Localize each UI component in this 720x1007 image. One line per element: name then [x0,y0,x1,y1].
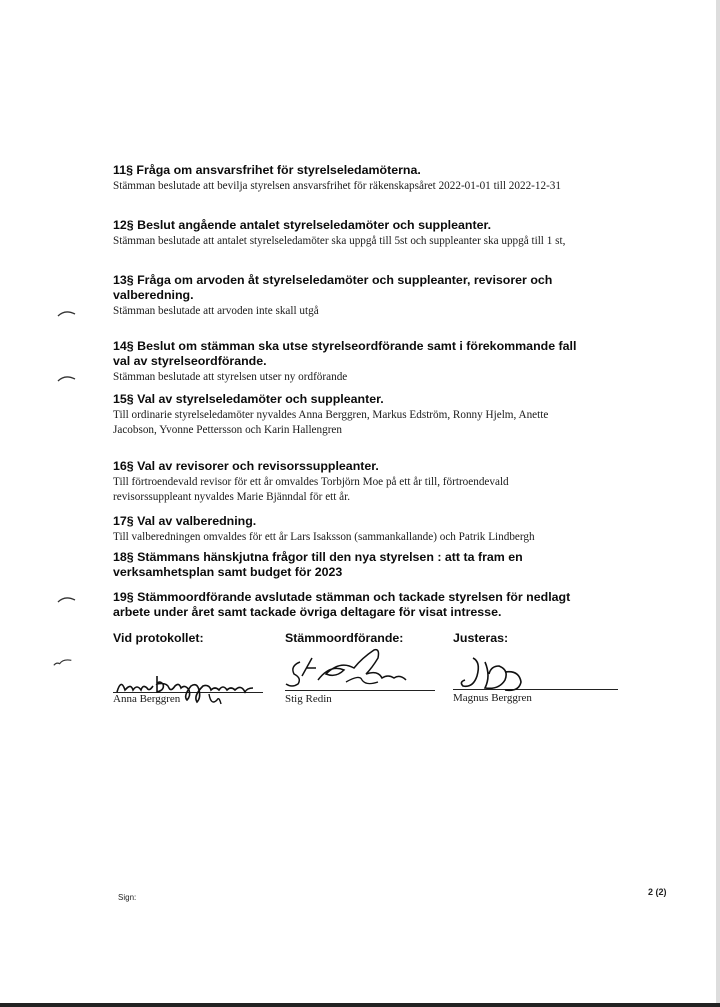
section-body: Till förtroendevald revisor för ett år omvaldes Torbjörn Moe på ett år till, förtroendevald revisorssuppleant nyvaldes Marie Bjänndal för ett år. [113,476,509,503]
sign-label: Sign: [118,893,137,902]
section-body: Stämman beslutade att styrelsen utser ny ordförande [113,371,348,383]
punch-mark [57,594,77,604]
adjuster-signer-name: Magnus Berggren [453,692,532,704]
chair-label: Stämmoordförande: [285,631,404,645]
protocol-signer-name: Anna Berggren [113,693,181,705]
section-heading: 19§ Stämmoordförande avslutade stämman och tackade styrelsen för nedlagt arbete under året samt tackade övriga deltagare för visat intresse. [113,590,571,619]
punch-mark [53,657,73,667]
punch-mark [57,373,77,383]
section-body: Stämman beslutade att arvoden inte skall utgå [113,305,319,317]
section-body: Till valberedningen omvaldes för ett år Lars Isaksson (sammankallande) och Patrik Lindbergh [113,531,535,543]
protocol-label: Vid protokollet: [113,631,204,645]
section-heading: 15§ Val av styrelseledamöter och suppleanter. [113,392,384,406]
section-12 [113,218,588,249]
section-11 [113,163,588,194]
section-heading: 14§ Beslut om stämman ska utse styrelseordförande samt i förekommande fall val av styrelseordförande. [113,339,577,368]
section-body: Stämman beslutade att antalet styrelseledamöter ska uppgå till 5st och suppleanter ska uppgå till 1 st, [113,235,566,247]
section-18 [113,550,533,580]
punch-mark [57,308,77,318]
section-heading: 11§ Fråga om ansvarsfrihet för styrelseledamöterna. [113,163,421,177]
chair-signer-name: Stig Redin [285,693,332,705]
scan-edge-right [716,0,720,1007]
scan-edge-bottom [0,1003,720,1007]
section-17 [113,514,588,545]
section-15 [113,392,588,438]
section-body: Stämman beslutade att bevilja styrelsen ansvarsfrihet för räkenskapsåret 2022-01-01 till 2022-12-31 [113,180,561,192]
section-13 [113,273,573,319]
section-heading: 18§ Stämmans hänskjutna frågor till den nya styrelsen : att ta fram en verksamhetsplan samt budget för 2023 [113,550,523,579]
section-16 [113,459,588,505]
page-number: 2 (2) [648,887,667,897]
section-heading: 16§ Val av revisorer och revisorssuppleanter. [113,459,379,473]
section-19 [113,590,573,620]
signature-stig-redin [282,644,412,696]
section-heading: 13§ Fråga om arvoden åt styrelseledamöter och suppleanter, revisorer och valberedning. [113,273,553,302]
section-body: Till ordinarie styrelseledamöter nyvaldes Anna Berggren, Markus Edström, Ronny Hjelm, Anette Jacobson, Yvonne Pettersson och Karin Hallengren [113,409,549,436]
adjuster-label: Justeras: [453,631,509,645]
section-heading: 17§ Val av valberedning. [113,514,257,528]
section-14 [113,339,588,385]
section-heading: 12§ Beslut angående antalet styrelseledamöter och suppleanter. [113,218,492,232]
